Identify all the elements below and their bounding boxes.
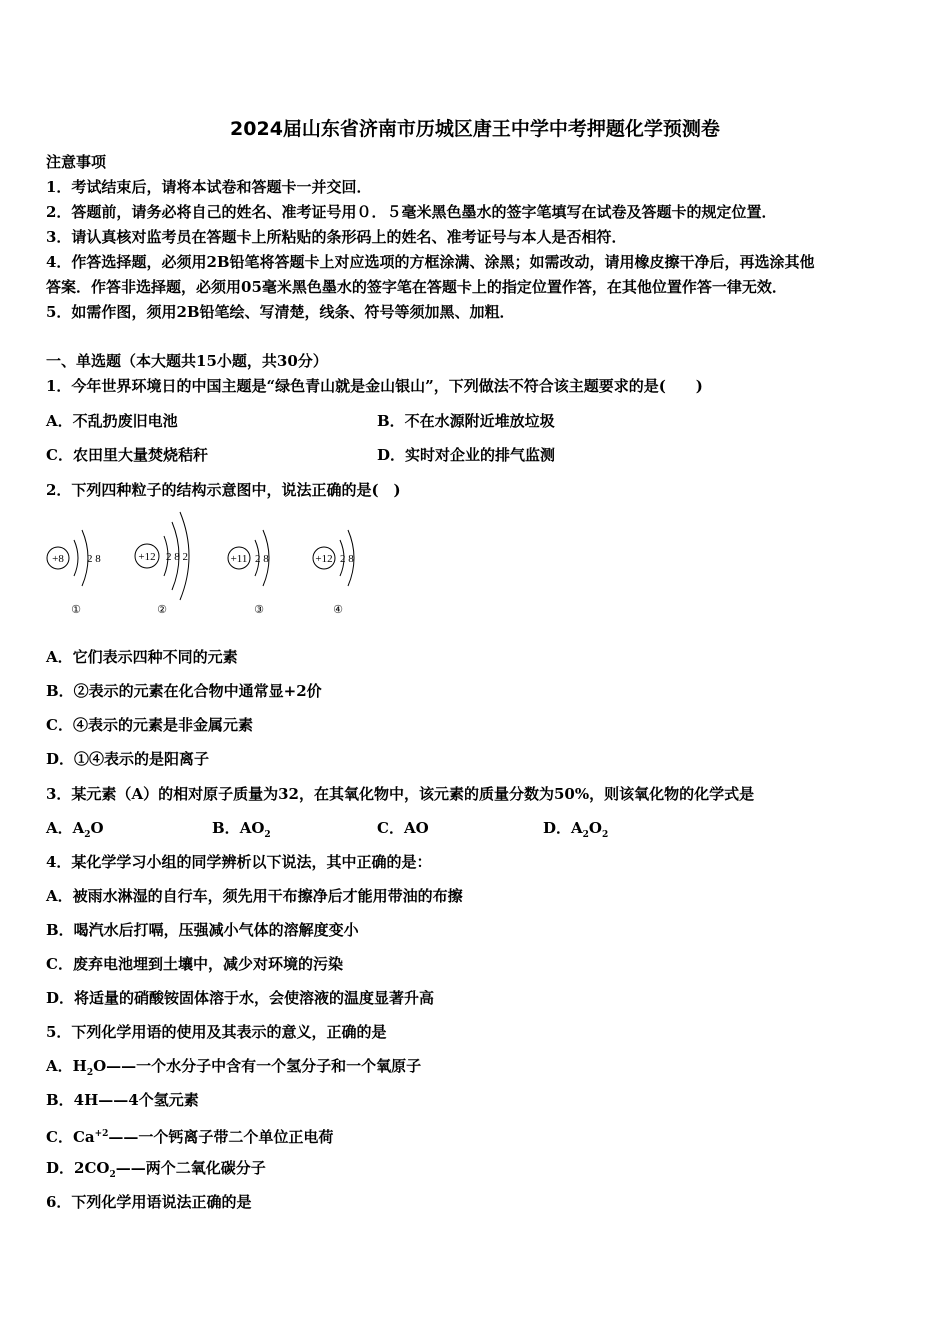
q1-option-b: B．不在水源附近堆放垃圾 [377, 412, 555, 430]
notice-item: 2．答题前，请务必将自己的姓名、准考证号用０．５毫米黑色墨水的签字笔填写在试卷及答题卡的规定位置． [46, 203, 777, 221]
q3-option-c: C．AO [377, 819, 429, 837]
q3-option-b [212, 818, 271, 845]
question-5-stem: 5．下列化学用语的使用及其表示的意义，正确的是 [46, 1023, 387, 1041]
option-text: ——两个二氧化碳分子 [115, 1159, 266, 1177]
q4-option-b: B．喝汽水后打嗝，压强减小气体的溶解度变小 [46, 921, 359, 939]
particle-2 [135, 512, 189, 616]
formula-part: O [588, 819, 602, 837]
particle-4 [313, 530, 354, 616]
formula-superscript: +2 [94, 1129, 109, 1139]
question-6-stem: 6．下列化学用语说法正确的是 [46, 1193, 252, 1211]
formula-part: A [571, 819, 583, 837]
particle-1-shells: 2 8 [87, 553, 101, 565]
particle-4-label: ④ [333, 604, 343, 616]
notice-item: 3．请认真核对监考员在答题卡上所粘贴的条形码上的姓名、准考证号与本人是否相符． [46, 228, 627, 246]
particle-2-shells: 2 8 2 [166, 551, 188, 563]
q2-option-a: A．它们表示四种不同的元素 [46, 648, 238, 666]
q2-option-d: D．①④表示的是阳离子 [46, 750, 210, 768]
formula-subscript: 2 [582, 830, 589, 840]
formula-part: A [72, 819, 85, 837]
notice-item: 4．作答选择题，必须用2B铅笔将答题卡上对应选项的方框涂满、涂黑；如需改动，请用橡皮擦干净后，再选涂其他 [46, 253, 815, 271]
atomic-structure-diagram [40, 508, 380, 620]
notice-item: 答案．作答非选择题，必须用05毫米黑色墨水的签字笔在答题卡上的指定位置作答，在其他位置作答一律无效． [46, 278, 787, 296]
question-3-stem: 3．某元素（A）的相对原子质量为32，在其氧化物中，该元素的质量分数为50%，则该氧化物的化学式是 [46, 785, 755, 803]
option-letter: D． [543, 819, 572, 837]
particle-2-nucleus: +12 [138, 551, 156, 563]
option-text: ——一个钙离子带二个单位正电荷 [108, 1128, 334, 1146]
particle-4-shells: 2 8 [340, 553, 354, 565]
formula-subscript: 2 [109, 1170, 116, 1180]
q5-option-d [46, 1158, 266, 1185]
formula-subscript: 2 [86, 1068, 94, 1078]
question-1-stem: 1．今年世界环境日的中国主题是“绿色青山就是金山银山”，下列做法不符合该主题要求的是( ) [46, 377, 703, 395]
notice-heading: 注意事项 [46, 153, 107, 171]
notice-item: 1．考试结束后，请将本试卷和答题卡一并交回． [46, 178, 372, 196]
option-letter: A． [46, 819, 73, 837]
particle-3-shells: 2 8 [255, 553, 269, 565]
formula-part: AO [239, 819, 265, 837]
formula-part: A．H [46, 1057, 87, 1075]
q2-option-c: C．④表示的元素是非金属元素 [46, 716, 253, 734]
q4-option-d: D．将适量的硝酸铵固体溶于水，会使溶液的温度显著升高 [46, 989, 435, 1007]
q3-option-a [46, 818, 104, 845]
notice-item: 5．如需作图，须用2B铅笔绘、写清楚，线条、符号等须加黑、加粗． [46, 303, 515, 321]
particle-2-label: ② [157, 604, 167, 616]
q4-option-a: A．被雨水淋湿的自行车，须先用干布擦净后才能用带油的布擦 [46, 887, 463, 905]
q1-option-a: A．不乱扔废旧电池 [46, 412, 178, 430]
formula-subscript: 2 [84, 830, 91, 840]
q3-option-d [543, 818, 608, 845]
option-letter: B． [212, 819, 240, 837]
particle-1-nucleus: +8 [52, 553, 64, 565]
particle-3-nucleus: +11 [230, 553, 248, 565]
q4-option-c: C．废弃电池埋到土壤中，减少对环境的污染 [46, 955, 343, 973]
q1-option-d: D．实时对企业的排气监测 [377, 446, 556, 464]
particle-1-label: ① [71, 604, 81, 616]
formula-subscript: 2 [264, 830, 271, 840]
formula-part: D．2CO [46, 1159, 110, 1177]
particle-1 [47, 530, 101, 616]
particle-3 [228, 530, 269, 616]
particle-4-nucleus: +12 [315, 553, 333, 565]
q5-option-a [46, 1056, 421, 1083]
q5-option-b: B．4H——4个氢元素 [46, 1091, 199, 1109]
section-heading: 一、单选题（本大题共15小题，共30分） [46, 352, 328, 370]
question-4-stem: 4．某化学学习小组的同学辨析以下说法，其中正确的是： [46, 853, 432, 871]
question-2-stem: 2．下列四种粒子的结构示意图中，说法正确的是( ) [46, 481, 401, 499]
q1-option-c: C．农田里大量焚烧秸秆 [46, 446, 208, 464]
option-text: O——一个水分子中含有一个氢分子和一个氧原子 [93, 1057, 422, 1075]
particle-3-label: ③ [254, 604, 264, 616]
q5-option-c [46, 1124, 333, 1147]
page-title: 2024届山东省济南市历城区唐王中学中考押题化学预测卷 [230, 118, 720, 140]
formula-part: C．Ca [46, 1128, 95, 1146]
formula-part: O [90, 819, 104, 837]
q2-option-b: B．②表示的元素在化合物中通常显+2价 [46, 682, 322, 700]
formula-subscript: 2 [602, 830, 609, 840]
